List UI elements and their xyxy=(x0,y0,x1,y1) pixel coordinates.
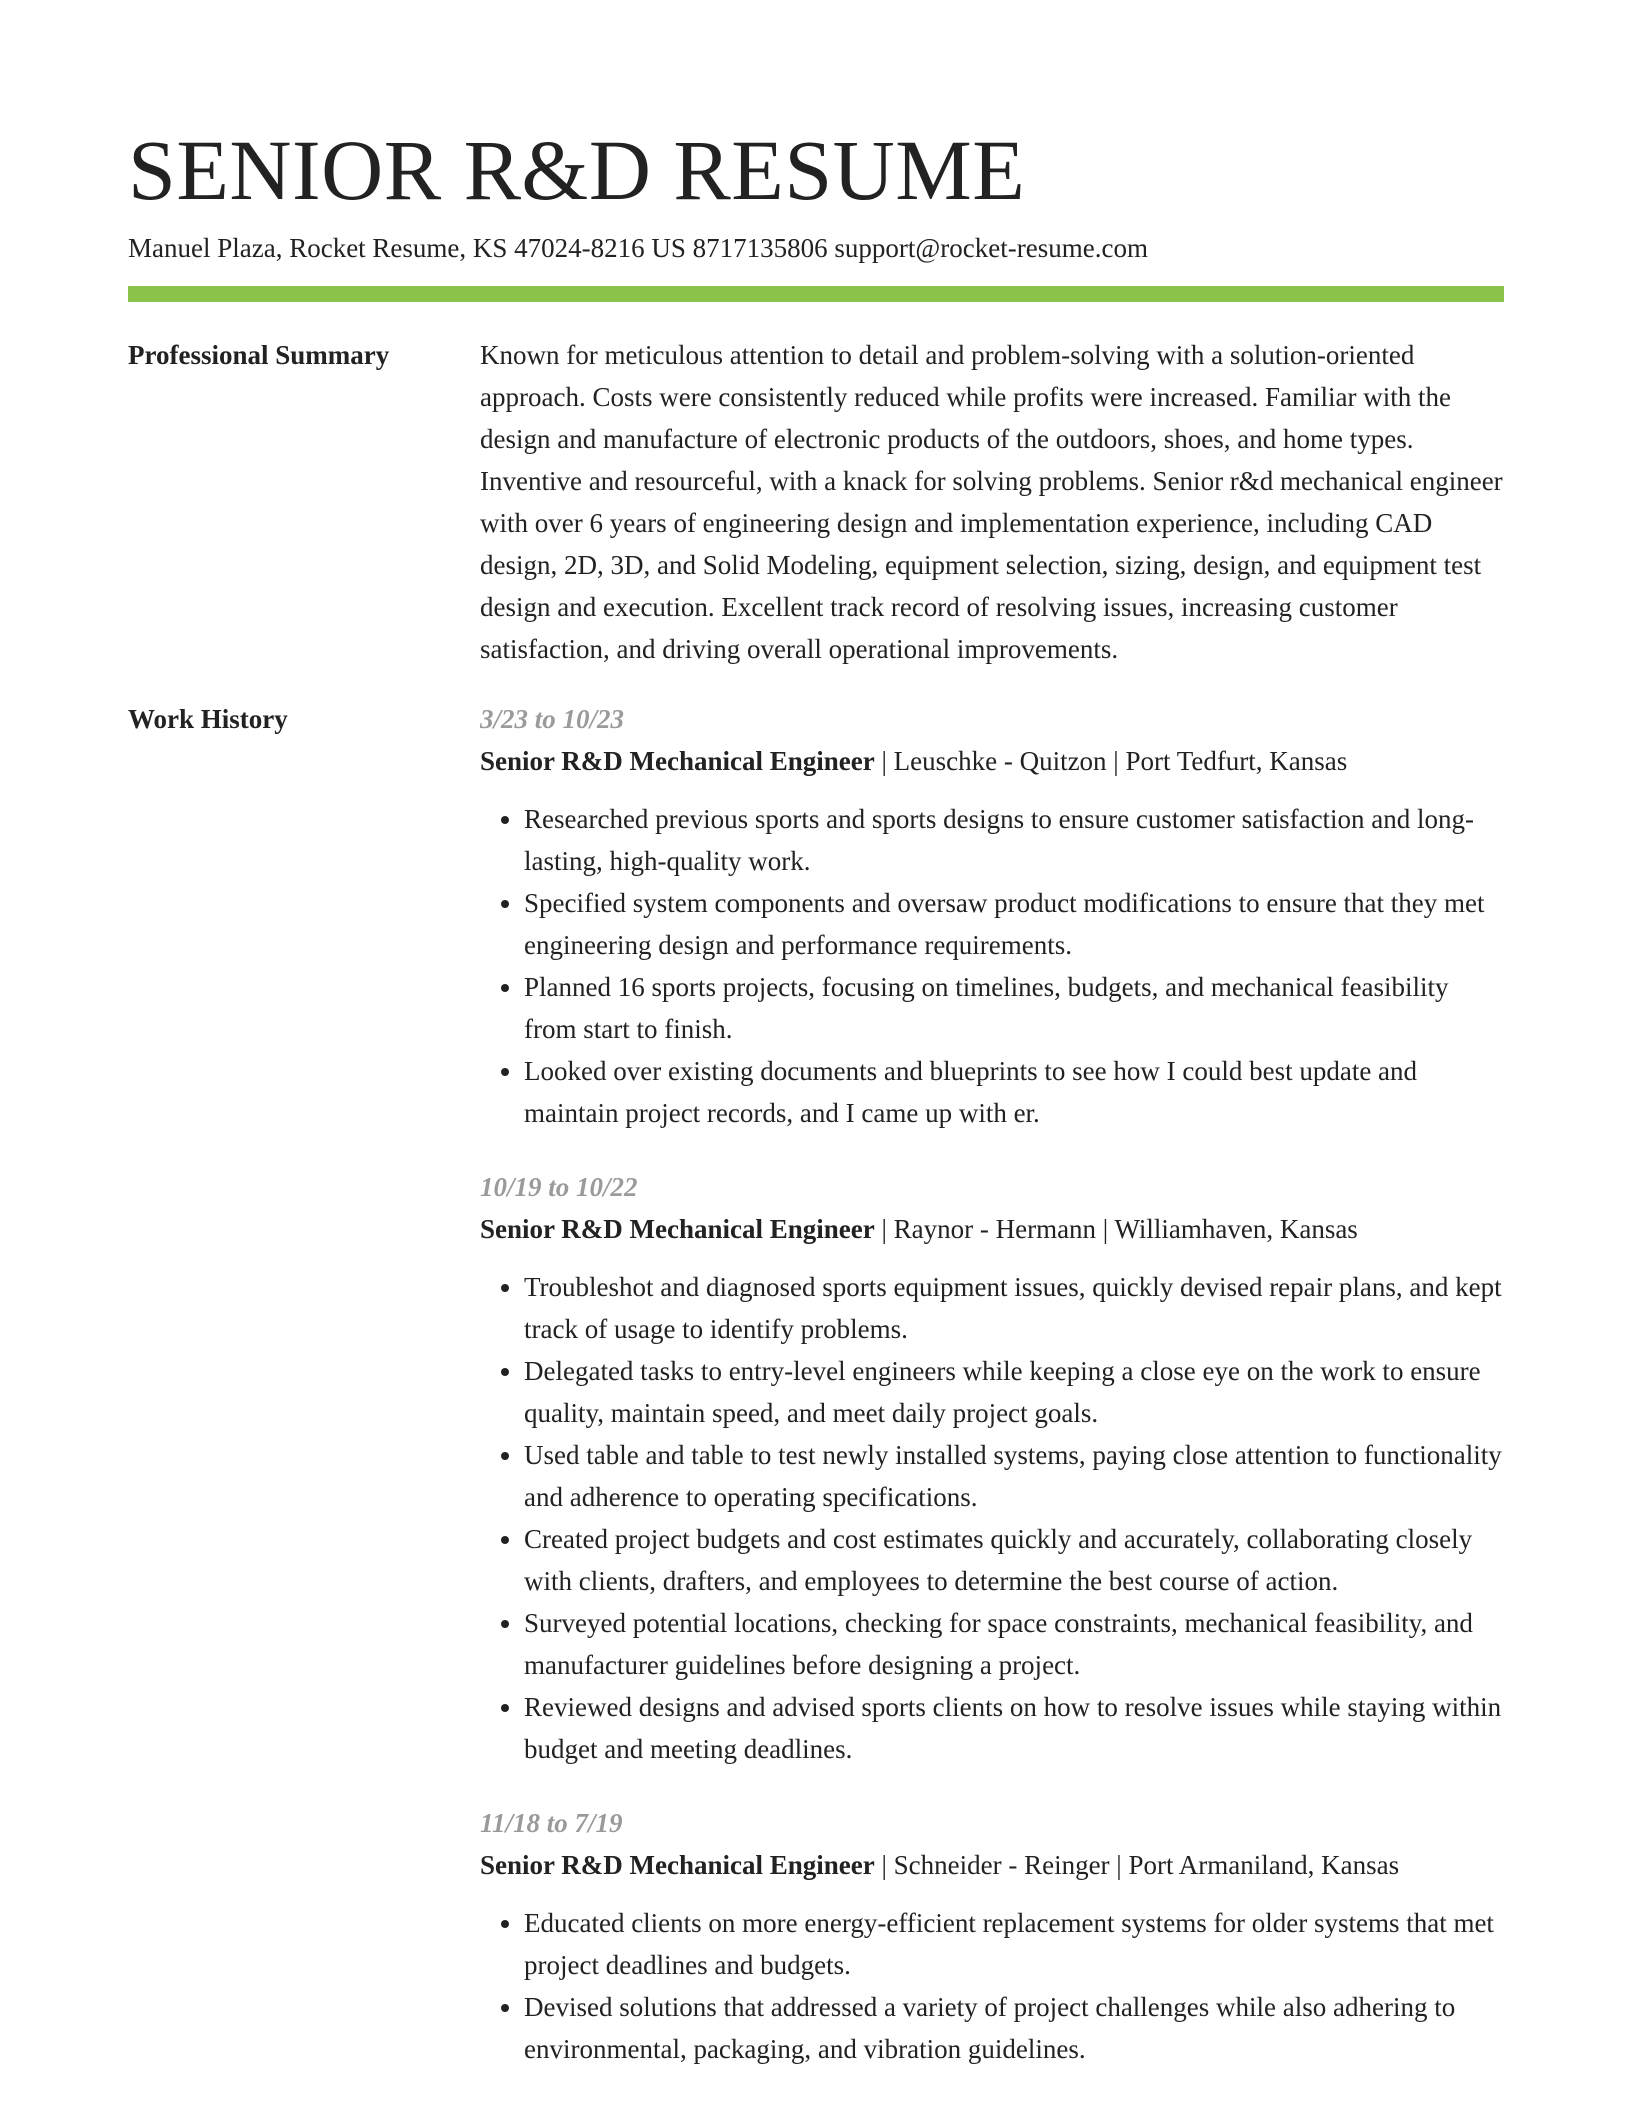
work-history-body xyxy=(480,698,1504,2102)
job-bullet: • Specified system components and oversaw product modifications to ensure that they met engineering design and performance requirements. xyxy=(524,882,1504,966)
section-label-work-history: Work History xyxy=(128,704,288,734)
work-history-section xyxy=(128,698,1504,2102)
job-bullet-list xyxy=(480,1266,1504,1770)
contact-line: Manuel Plaza, Rocket Resume, KS 47024-8216 US 8717135806 support@rocket-resume.com xyxy=(128,233,1148,263)
job-title: Senior R&D Mechanical Engineer xyxy=(480,1850,875,1880)
job-bullet: • Devised solutions that addressed a variety of project challenges while also adhering to environmental, packaging, and vibration guidelines. xyxy=(524,1986,1504,2070)
job-dates: 10/19 to 10/22 xyxy=(480,1172,638,1202)
job-employer-location: | Schneider - Reinger | Port Armaniland, Kansas xyxy=(874,1850,1400,1880)
job-dates: 3/23 to 10/23 xyxy=(480,704,625,734)
job-entry xyxy=(480,1166,1504,1770)
job-heading xyxy=(480,740,1504,782)
job-bullet: • Troubleshot and diagnosed sports equipment issues, quickly devised repair plans, and kept track of usage to identify problems. xyxy=(524,1266,1504,1350)
resume-page xyxy=(128,120,1504,2102)
job-bullet: • Surveyed potential locations, checking for space constraints, mechanical feasibility, and manufacturer guidelines before designing a project. xyxy=(524,1602,1504,1686)
job-bullet: • Looked over existing documents and blueprints to see how I could best update and maintain project records, and I came up with er. xyxy=(524,1050,1504,1134)
resume-title: SENIOR R&D RESUME xyxy=(128,122,1026,218)
job-bullet: • Researched previous sports and sports designs to ensure customer satisfaction and long-lasting, high-quality work. xyxy=(524,798,1504,882)
summary-body xyxy=(480,334,1504,670)
job-employer-location: | Raynor - Hermann | Williamhaven, Kansas xyxy=(874,1214,1358,1244)
summary-text: Known for meticulous attention to detail and problem-solving with a solution-oriented approach. Costs were consistently reduced while profits were increased. Familiar with the design and manufacture of electronic products of the outdoors, shoes, and home types. Inventive and resourceful, with a knack for solving problems. Senior r&d mechanical engineer with over 6 years of engineering design and implementation experience, including CAD design, 2D, 3D, and Solid Modeling, equipment selection, sizing, design, and equipment test design and execution. Excellent track record of resolving issues, increasing customer satisfaction, and driving overall operational improvements. xyxy=(480,340,1503,664)
job-entry xyxy=(480,698,1504,1134)
job-bullet: • Created project budgets and cost estimates quickly and accurately, collaborating closely with clients, drafters, and employees to determine the best course of action. xyxy=(524,1518,1504,1602)
job-bullet: • Planned 16 sports projects, focusing on timelines, budgets, and mechanical feasibility from start to finish. xyxy=(524,966,1504,1050)
job-heading xyxy=(480,1844,1504,1886)
job-heading xyxy=(480,1208,1504,1250)
job-bullet: • Educated clients on more energy-efficient replacement systems for older systems that met project deadlines and budgets. xyxy=(524,1902,1504,1986)
job-entry xyxy=(480,1802,1504,2070)
job-bullet: • Used table and table to test newly installed systems, paying close attention to functionality and adherence to operating specifications. xyxy=(524,1434,1504,1518)
accent-divider xyxy=(128,286,1504,302)
job-title: Senior R&D Mechanical Engineer xyxy=(480,746,875,776)
professional-summary-section xyxy=(128,334,1504,670)
job-bullet-list xyxy=(480,1902,1504,2070)
section-label-summary: Professional Summary xyxy=(128,340,390,370)
job-bullet: • Delegated tasks to entry-level engineers while keeping a close eye on the work to ensure quality, maintain speed, and meet daily project goals. xyxy=(524,1350,1504,1434)
job-title: Senior R&D Mechanical Engineer xyxy=(480,1214,875,1244)
job-bullet: • Reviewed designs and advised sports clients on how to resolve issues while staying within budget and meeting deadlines. xyxy=(524,1686,1504,1770)
job-bullet-list xyxy=(480,798,1504,1134)
job-employer-location: | Leuschke - Quitzon | Port Tedfurt, Kansas xyxy=(874,746,1348,776)
job-dates: 11/18 to 7/19 xyxy=(480,1808,623,1838)
